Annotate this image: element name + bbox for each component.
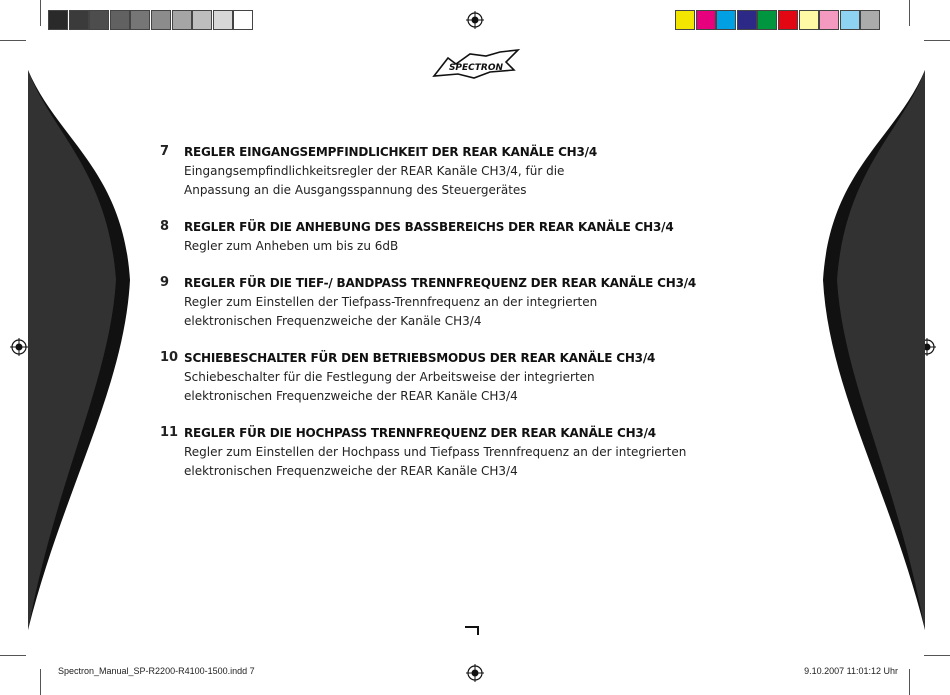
gray-swatch — [151, 10, 171, 30]
item-description-line: elektronischen Frequenzweiche der Kanäle CH3/4 — [184, 314, 482, 328]
item-number: 11 — [160, 425, 179, 440]
gray-swatch — [69, 10, 89, 30]
item-heading: REGLER EINGANGSEMPFINDLICHKEIT DER REAR KANÄLE CH3/4 — [184, 145, 597, 159]
list-item — [160, 142, 720, 200]
item-number: 10 — [160, 350, 179, 365]
gray-swatch — [48, 10, 68, 30]
color-swatch — [696, 10, 716, 30]
list-item — [160, 348, 720, 406]
item-number: 7 — [160, 144, 170, 159]
list-item — [160, 423, 720, 481]
gray-swatch — [192, 10, 212, 30]
color-swatch — [757, 10, 777, 30]
footer-file-name: Spectron_Manual_SP-R2200-R4100-1500.indd 7 — [58, 666, 255, 676]
item-number: 9 — [160, 275, 170, 290]
item-number: 8 — [160, 219, 170, 234]
color-swatch — [840, 10, 860, 30]
footer-timestamp: 9.10.2007 11:01:12 Uhr — [804, 666, 898, 676]
color-swatch — [819, 10, 839, 30]
item-description-line: Regler zum Einstellen der Tiefpass-Trennfrequenz an der integrierten — [184, 295, 598, 309]
grayscale-color-bar — [48, 10, 254, 30]
item-description-line: elektronischen Frequenzweiche der REAR Kanäle CH3/4 — [184, 464, 518, 478]
crop-mark — [0, 655, 26, 656]
crop-mark — [0, 40, 26, 41]
color-swatch — [799, 10, 819, 30]
item-description-line: Anpassung an die Ausgangsspannung des Steuergerätes — [184, 183, 527, 197]
cmyk-color-bar — [675, 10, 881, 30]
item-description-line: elektronischen Frequenzweiche der REAR Kanäle CH3/4 — [184, 389, 518, 403]
color-swatch — [860, 10, 880, 30]
item-description-line: Eingangsempfindlichkeitsregler der REAR Kanäle CH3/4, für die — [184, 164, 565, 178]
registration-mark-icon — [466, 11, 484, 29]
gray-swatch — [172, 10, 192, 30]
logo-text: SPECTRON — [448, 63, 504, 73]
gray-swatch — [130, 10, 150, 30]
color-swatch — [716, 10, 736, 30]
registration-mark-icon — [10, 338, 28, 356]
gray-swatch — [110, 10, 130, 30]
color-swatch — [778, 10, 798, 30]
spectron-logo — [430, 48, 522, 82]
item-heading: REGLER FÜR DIE ANHEBUNG DES BASSBEREICHS DER REAR KANÄLE CH3/4 — [184, 220, 674, 234]
crop-mark — [40, 669, 41, 695]
crop-mark — [924, 40, 950, 41]
color-swatch — [737, 10, 757, 30]
gray-swatch — [89, 10, 109, 30]
right-wing-decoration — [820, 70, 925, 630]
item-heading: REGLER FÜR DIE TIEF-/ BANDPASS TRENNFREQUENZ DER REAR KANÄLE CH3/4 — [184, 276, 697, 290]
list-item — [160, 217, 720, 256]
registration-mark-icon — [466, 664, 484, 682]
item-description-line: Regler zum Anheben um bis zu 6dB — [184, 239, 399, 253]
crop-mark — [40, 0, 41, 26]
list-item — [160, 273, 720, 331]
item-heading: SCHIEBESCHALTER FÜR DEN BETRIEBSMODUS DER REAR KANÄLE CH3/4 — [184, 351, 656, 365]
item-heading: REGLER FÜR DIE HOCHPASS TRENNFREQUENZ DER REAR KANÄLE CH3/4 — [184, 426, 656, 440]
crop-mark — [924, 655, 950, 656]
crop-mark — [909, 0, 910, 26]
page-corner-mark — [465, 626, 479, 635]
gray-swatch — [233, 10, 253, 30]
crop-mark — [909, 669, 910, 695]
item-description-line: Schiebeschalter für die Festlegung der Arbeitsweise der integrierten — [184, 370, 595, 384]
color-swatch — [675, 10, 695, 30]
left-wing-decoration — [28, 70, 133, 630]
feature-list — [160, 142, 720, 498]
gray-swatch — [213, 10, 233, 30]
item-description-line: Regler zum Einstellen der Hochpass und Tiefpass Trennfrequenz an der integrierten — [184, 445, 687, 459]
